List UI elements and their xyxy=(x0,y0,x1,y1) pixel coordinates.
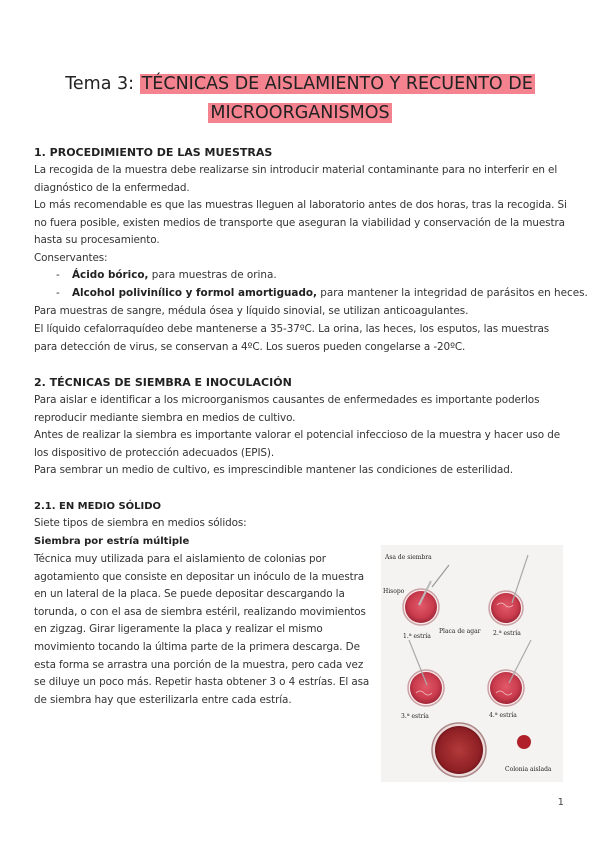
isolated-colony xyxy=(517,735,531,749)
agar-plate-large xyxy=(435,726,483,774)
streak-plate-illustration xyxy=(381,545,563,782)
agar-plate-1 xyxy=(405,591,437,623)
label-estria-4: 4.ª estría xyxy=(489,712,517,719)
label-placa: Placa de agar xyxy=(439,628,481,635)
page-title xyxy=(40,70,560,128)
section1-p3: Conservantes: xyxy=(34,252,108,264)
section2-p2: Antes de realizar la siembra es importante valorar el potencial infeccioso de la muestra y hacer uso de los dispositivo de protección adecuados (EPIS). xyxy=(34,429,560,459)
section1-p1: La recogida de la muestra debe realizarse sin introducir material contaminante para no interferir en el diagnóstico de la enfermedad. xyxy=(34,164,558,194)
title-prefix: Tema 3: xyxy=(65,74,140,94)
section21-subheading: Siembra por estría múltiple xyxy=(34,536,190,547)
section1-p4: Para muestras de sangre, médula ósea y líquido sinovial, se utilizan anticoagulantes. xyxy=(34,305,469,317)
section1-p5: El líquido cefalorraquídeo debe mantenerse a 35-37ºC. La orina, las heces, los esputos, las muestras para detección de virus, se conservan a 4ºC. Los sueros pueden congelarse a -20ºC. xyxy=(34,323,550,353)
streak-plate-figure xyxy=(381,545,563,782)
label-colonia: Colonia aislada xyxy=(505,766,552,773)
list-item-bold: Alcohol polivinílico y formol amortiguado, xyxy=(72,287,317,299)
label-hisopo: Hisopo xyxy=(383,588,405,595)
section1-p2: Lo más recomendable es que las muestras lleguen al laboratorio antes de dos horas, tras la recogida. Si no fuera posible, existen medios de transporte que aseguran la viabilidad y conservación de la muestra hasta su procesamiento. xyxy=(34,199,567,247)
section2-heading: 2. TÉCNICAS DE SIEMBRA E INOCULACIÓN xyxy=(34,376,292,389)
list-item-text: para mantener la integridad de parásitos en heces. xyxy=(316,287,588,299)
section21-body: Técnica muy utilizada para el aislamiento de colonias por agotamiento que consiste en depositar un inóculo de la muestra en un lateral de la placa. Se puede depositar descargando la torunda, o con el asa de siembra estéril, realizando movimientos en zigzag. Girar ligeramente la placa y realizar el mismo movimiento tocando la última parte de la primera descarga. De esta forma se arrastra una porción de la muestra, pero cada vez se diluye un poco más. Repetir hasta obtener 3 o 4 estrías. El asa de siembra hay que esterilizarla entre cada estría. xyxy=(34,553,370,706)
label-estria-2: 2.ª estría xyxy=(493,630,521,637)
list-item-text: para muestras de orina. xyxy=(148,269,277,281)
loop-handle xyxy=(432,565,449,587)
page-number: 1 xyxy=(557,797,564,808)
label-estria-1: 1.ª estría xyxy=(403,633,431,640)
title-line2: MICROORGANISMOS xyxy=(210,103,390,123)
loop-handle xyxy=(512,555,528,603)
section21-intro: Siete tipos de siembra en medios sólidos: xyxy=(34,517,247,529)
agar-plate-3 xyxy=(410,672,442,704)
agar-plate-4 xyxy=(490,672,522,704)
agar-plate-2 xyxy=(491,593,521,623)
section2-p3: Para sembrar un medio de cultivo, es imprescindible mantener las condiciones de esterilidad. xyxy=(34,464,513,476)
title-line1: TÉCNICAS DE AISLAMIENTO Y RECUENTO DE xyxy=(141,74,533,94)
section2-p1: Para aislar e identificar a los microorganismos causantes de enfermedades es importante poderlos reproducir mediante siembra en medios de cultivo. xyxy=(34,394,540,424)
section21-heading: 2.1. EN MEDIO SÓLIDO xyxy=(34,501,162,512)
label-asa: Asa de siembra xyxy=(385,554,432,561)
section1-heading: 1. PROCEDIMIENTO DE LAS MUESTRAS xyxy=(34,146,273,159)
list-item-bold: Ácido bórico, xyxy=(72,269,149,281)
label-estria-3: 3.ª estría xyxy=(401,713,429,720)
